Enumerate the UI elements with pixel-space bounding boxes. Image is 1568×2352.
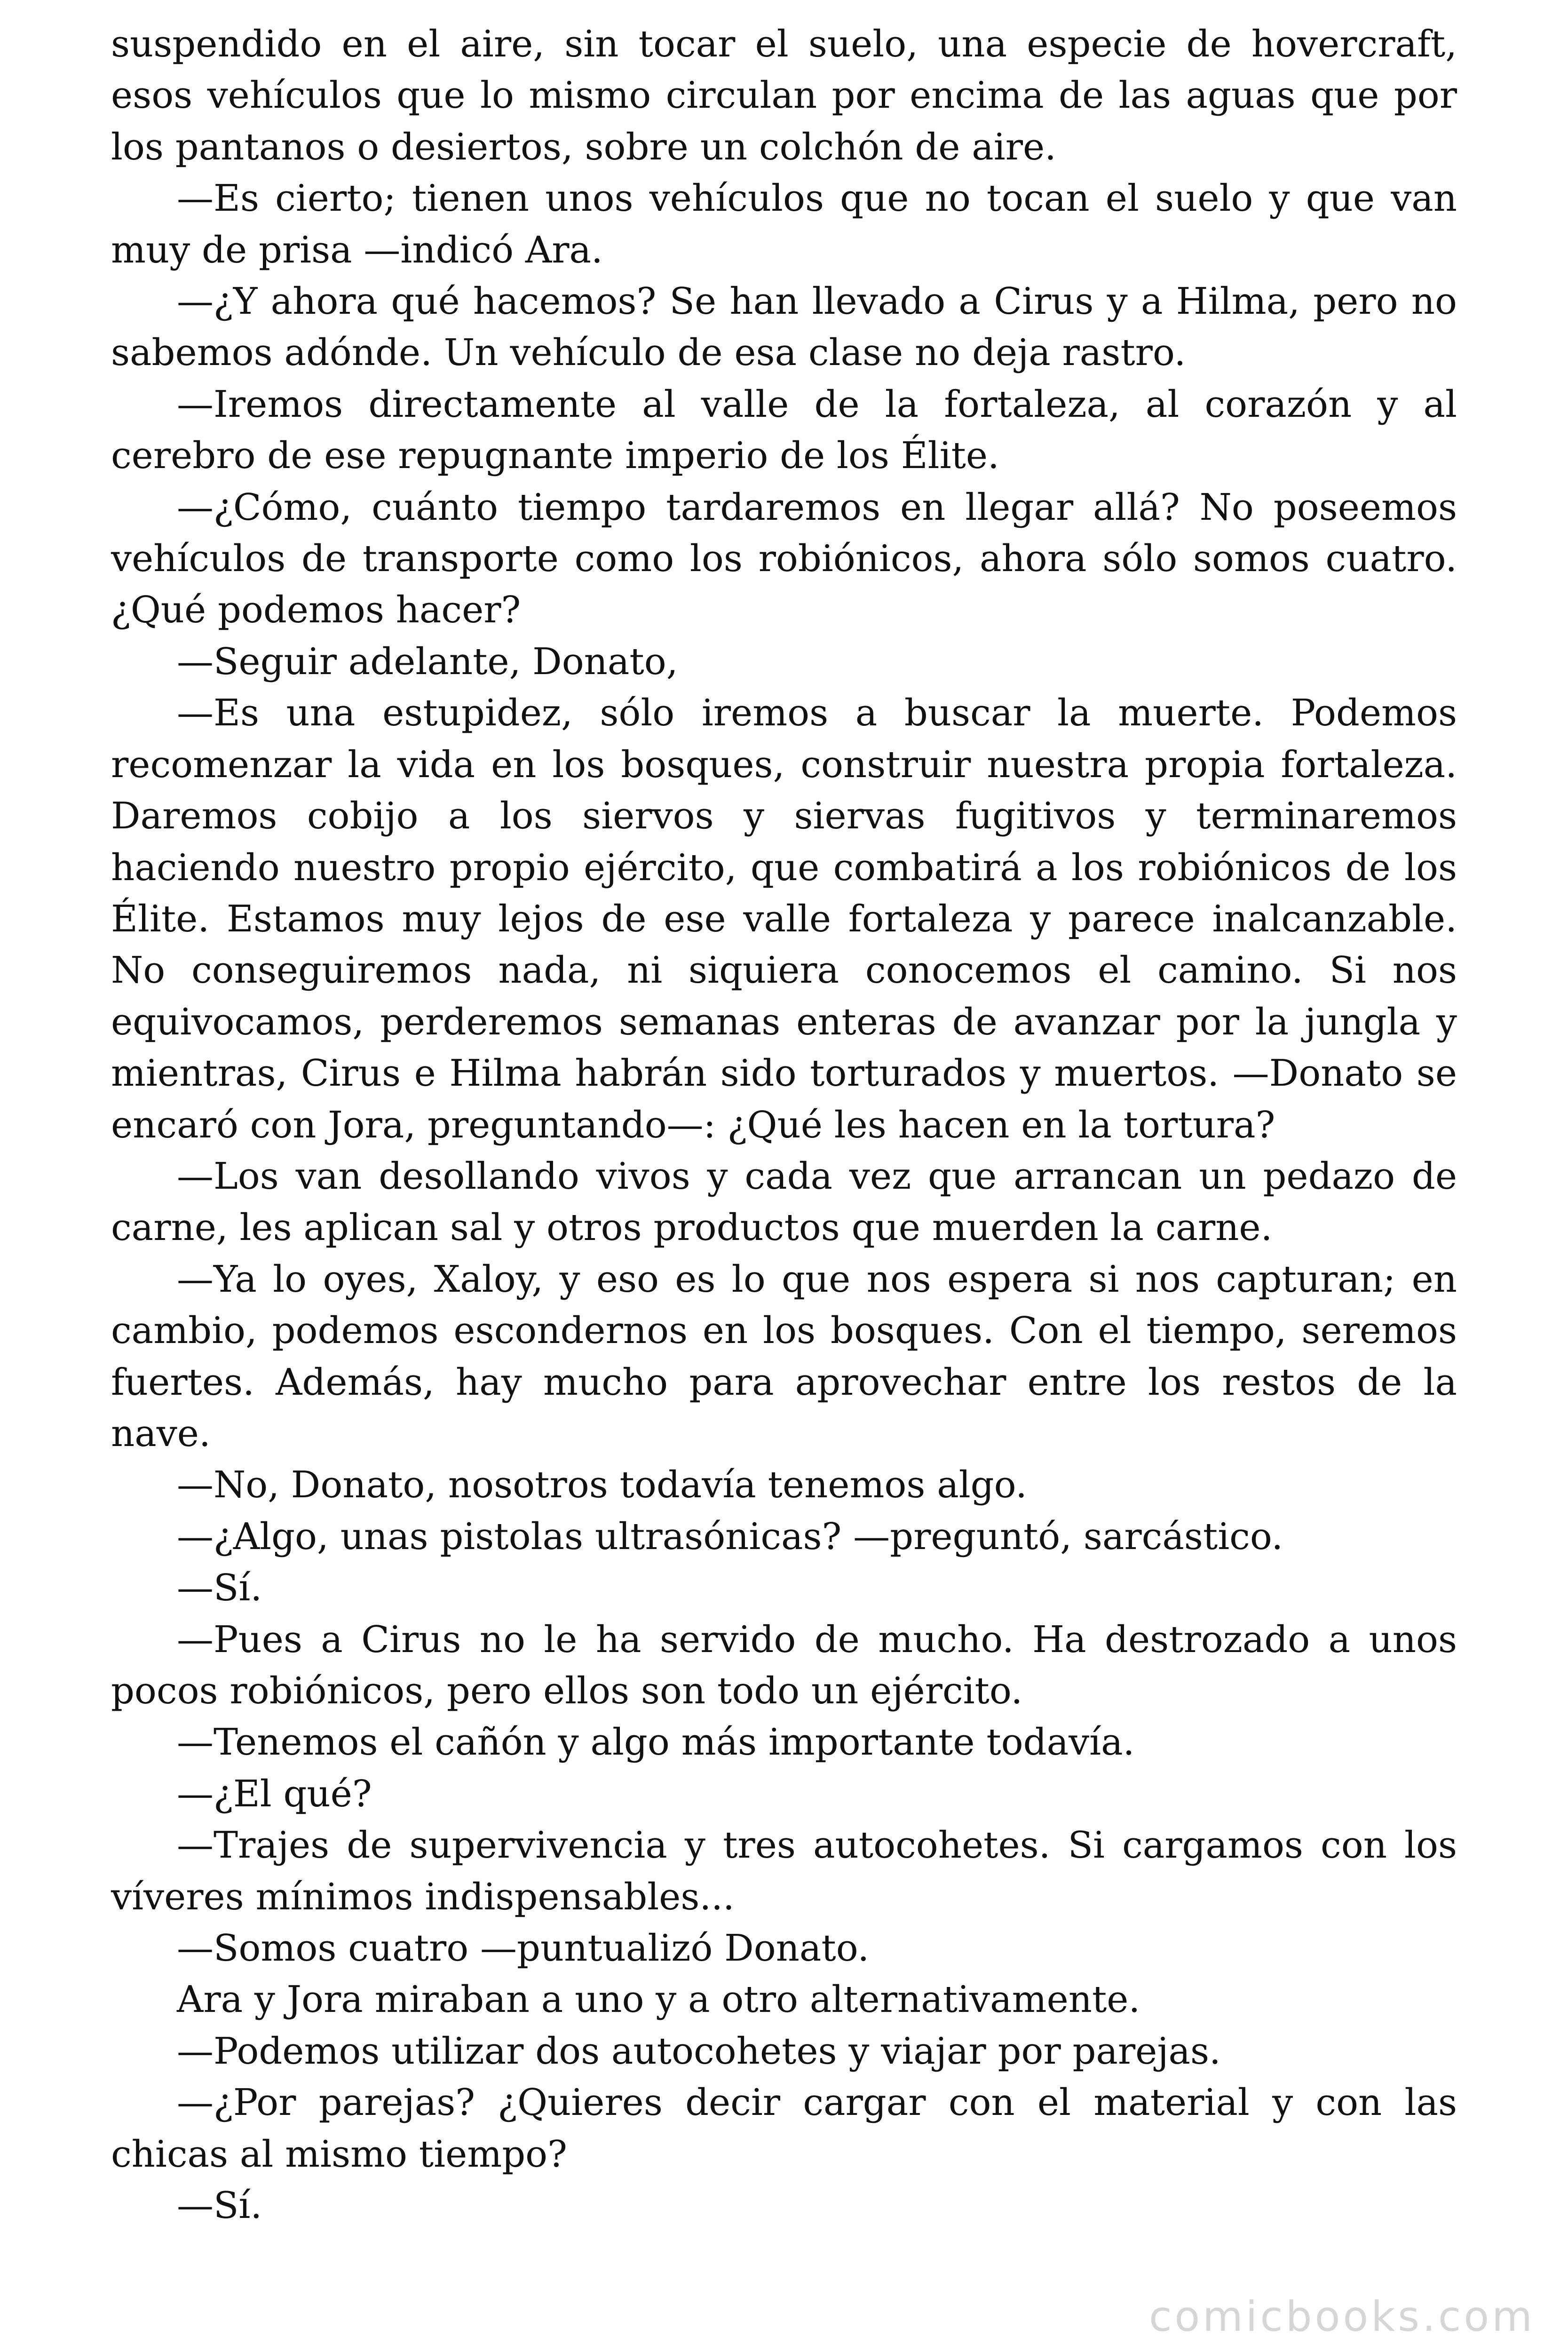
- page-text: [111, 19, 1457, 2232]
- paragraph: —Podemos utilizar dos autocohetes y viajar por parejas.: [177, 2030, 1221, 2073]
- paragraph: —No, Donato, nosotros todavía tenemos algo.: [177, 1464, 1027, 1507]
- paragraph: —Pues a Cirus no le ha servido de mucho. Ha destrozado a unos pocos robiónicos, pero ellos son todo un ejército.: [111, 1618, 1457, 1712]
- paragraph: —Sí.: [177, 1567, 262, 1610]
- paragraph: —Seguir adelante, Donato,: [177, 640, 678, 683]
- paragraph: —¿El qué?: [177, 1772, 372, 1815]
- paragraph: suspendido en el aire, sin tocar el suelo, una especie de hovercraft, esos vehículos que lo mismo circulan por encima de las aguas que por los pantanos o desiertos, sobre un colchón de aire.: [111, 23, 1457, 168]
- paragraph: —¿Por parejas? ¿Quieres decir cargar con el material y con las chicas al mismo tiempo?: [111, 2082, 1457, 2176]
- paragraph: —Tenemos el cañón y algo más importante todavía.: [177, 1721, 1135, 1764]
- paragraph: —Los van desollando vivos y cada vez que arrancan un pedazo de carne, les aplican sal y otros productos que muerden la carne.: [111, 1155, 1457, 1249]
- paragraph: Ara y Jora miraban a uno y a otro alternativamente.: [177, 1979, 1140, 2021]
- paragraph: —Somos cuatro —puntualizó Donato.: [177, 1927, 870, 1970]
- paragraph: —Sí.: [177, 2185, 262, 2227]
- book-page: [111, 19, 1457, 2277]
- paragraph: —¿Algo, unas pistolas ultrasónicas? —preguntó, sarcástico.: [177, 1515, 1283, 1558]
- watermark: comicbooks.com: [1148, 2292, 1535, 2341]
- paragraph: —Iremos directamente al valle de la fortaleza, al corazón y al cerebro de ese repugnante imperio de los Élite.: [111, 383, 1457, 477]
- paragraph: —Ya lo oyes, Xaloy, y eso es lo que nos espera si nos capturan; en cambio, podemos escondernos en los bosques. Con el tiempo, seremos fuertes. Además, hay mucho para aprovechar entre los restos de la nave.: [111, 1258, 1457, 1455]
- paragraph: —Trajes de supervivencia y tres autocohetes. Si cargamos con los víveres mínimos indispensables...: [111, 1824, 1457, 1918]
- paragraph: —Es una estupidez, sólo iremos a buscar la muerte. Podemos recomenzar la vida en los bosques, construir nuestra propia fortaleza. Daremos cobijo a los siervos y siervas fugitivos y terminaremos haciendo nuestro propio ejército, que combatirá a los robiónicos de los Élite. Estamos muy lejos de ese valle fortaleza y parece inalcanzable. No conseguiremos nada, ni siquiera conocemos el camino. Si nos equivocamos, perderemos semanas enteras de avanzar por la jungla y mientras, Cirus e Hilma habrán sido torturados y muertos. —Donato se encaró con Jora, preguntando—: ¿Qué les hacen en la tortura?: [111, 692, 1457, 1146]
- paragraph: —¿Y ahora qué hacemos? Se han llevado a Cirus y a Hilma, pero no sabemos adónde. Un vehículo de esa clase no deja rastro.: [111, 280, 1457, 374]
- paragraph: —Es cierto; tienen unos vehículos que no tocan el suelo y que van muy de prisa —indicó Ara.: [111, 177, 1457, 271]
- paragraph: —¿Cómo, cuánto tiempo tardaremos en llegar allá? No poseemos vehículos de transporte como los robiónicos, ahora sólo somos cuatro. ¿Qué podemos hacer?: [111, 486, 1457, 632]
